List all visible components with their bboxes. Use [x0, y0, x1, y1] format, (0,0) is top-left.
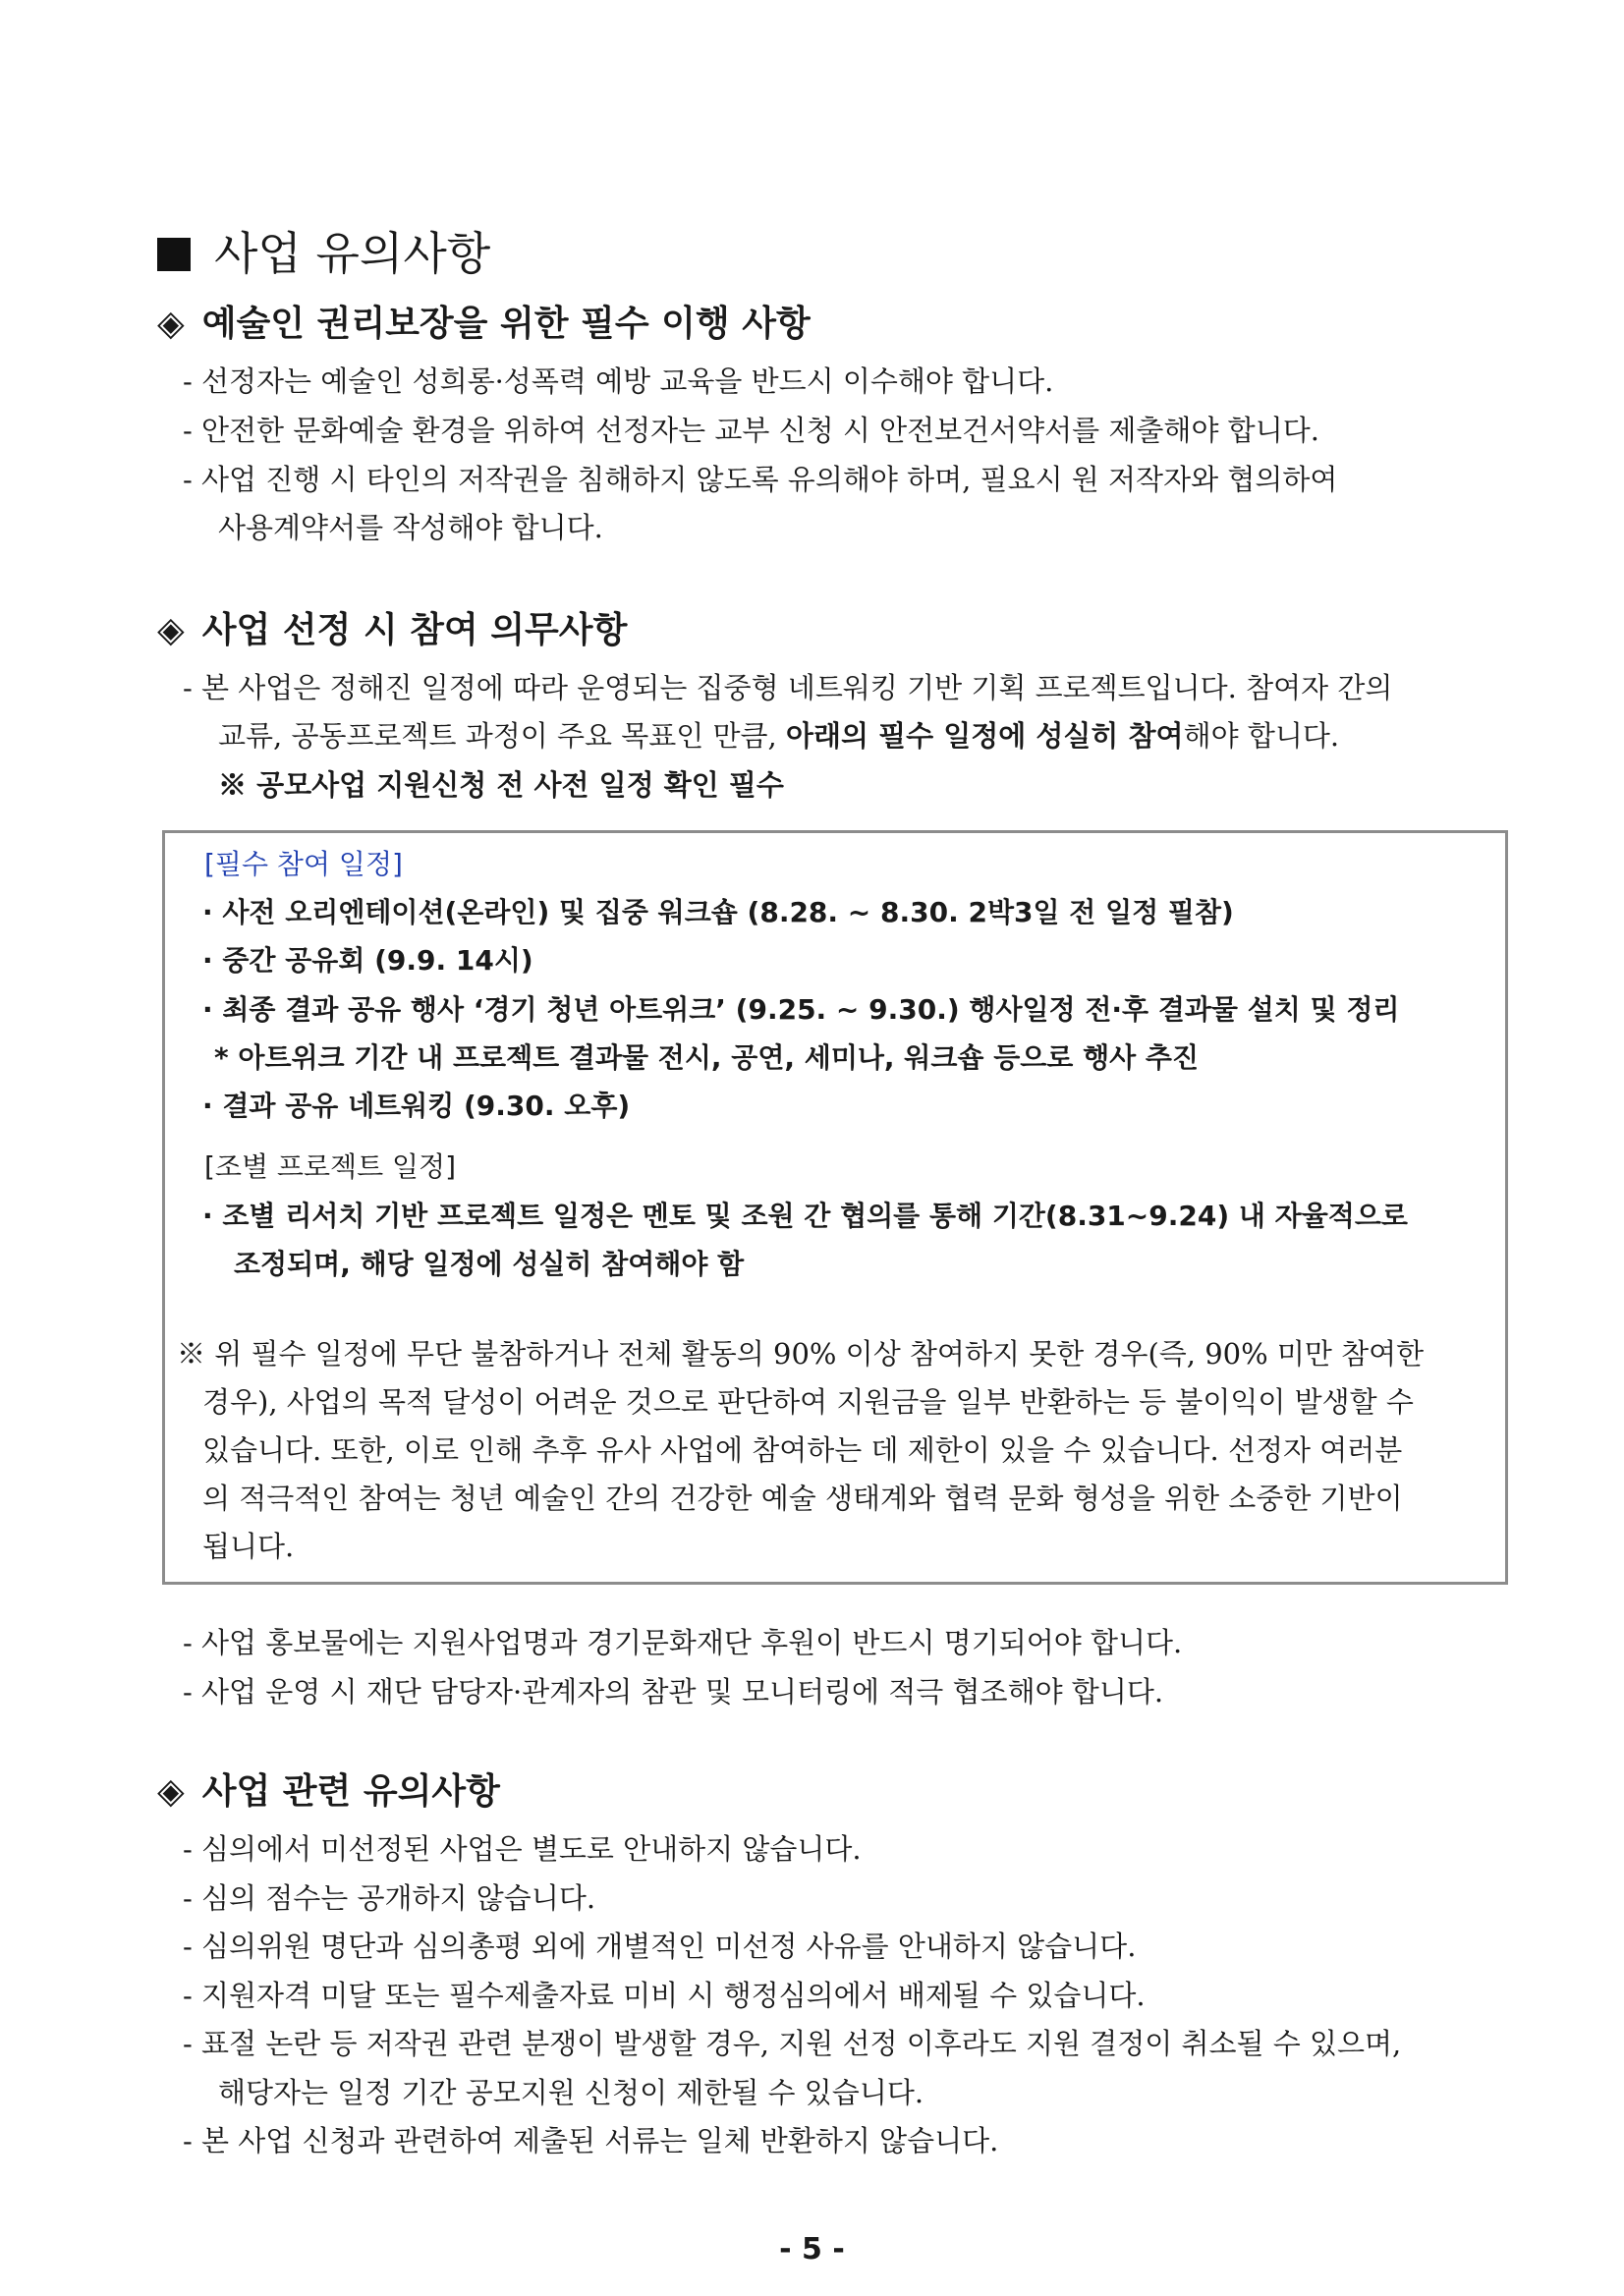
section2-intro-line [218, 716, 1339, 756]
section3-heading [157, 1768, 500, 1816]
required-schedule-item: · 결과 공유 네트워킹 (9.30. 오후) [202, 1090, 631, 1122]
required-schedule-item: · 최종 결과 공유 행사 ‘경기 청년 아트위크’ (9.25. ~ 9.30.) 행사일정 전·후 결과물 설치 및 정리 [202, 993, 1400, 1026]
section2-intro-line: - 본 사업은 정해진 일정에 따라 운영되는 집중형 네트워킹 기반 기획 프로젝트입니다. 참여자 간의 [183, 671, 1393, 704]
required-schedule-item: · 중간 공유회 (9.9. 14시) [202, 944, 533, 977]
section3-heading-text: 사업 관련 유의사항 [201, 1771, 500, 1812]
section2-heading-text: 사업 선정 시 참여 의무사항 [201, 610, 628, 650]
section2-heading [157, 607, 627, 654]
section2-after-item: - 사업 홍보물에는 지원사업명과 경기문화재단 후원이 반드시 명기되어야 합니다. [183, 1626, 1183, 1659]
group-schedule-item-continued: 조정되며, 해당 일정에 성실히 참여해야 함 [234, 1248, 745, 1280]
section3-item-continued: 해당자는 일정 기간 공모지원 신청이 제한될 수 있습니다. [218, 2076, 924, 2109]
penalty-note-line: 있습니다. 또한, 이로 인해 추후 유사 사업에 참여하는 데 제한이 있을 수 있습니다. 선정자 여러분 [202, 1433, 1403, 1467]
group-schedule-item: · 조별 리서치 기반 프로젝트 일정은 멘토 및 조원 간 협의를 통해 기간(8.31~9.24) 내 자율적으로 [202, 1200, 1408, 1232]
group-schedule-label: [조별 프로젝트 일정] [204, 1150, 457, 1183]
section2-after-item: - 사업 운영 시 재단 담당자·관계자의 참관 및 모니터링에 적극 협조해야 합니다. [183, 1675, 1164, 1708]
diamond-bullet-icon: ◈ [157, 1771, 185, 1812]
diamond-bullet-icon: ◈ [157, 304, 185, 344]
penalty-note-line: 경우), 사업의 목적 달성이 어려운 것으로 판단하여 지원금을 일부 반환하는 등 불이익이 발생할 수 [202, 1385, 1414, 1419]
required-schedule-item: · 사전 오리엔테이션(온라인) 및 집중 워크숍 (8.28. ~ 8.30. 2박3일 전 일정 필참) [202, 896, 1234, 928]
intro-plain-text: 교류, 공동프로젝트 과정이 주요 목표인 만큼, [218, 719, 786, 753]
penalty-note-line: 의 적극적인 참여는 청년 예술인 간의 건강한 예술 생태계와 협력 문화 형성을 위한 소중한 기반이 [202, 1482, 1403, 1515]
section3-item: - 지원자격 미달 또는 필수제출자료 미비 시 행정심의에서 배제될 수 있습니다. [183, 1979, 1146, 2012]
section3-item: - 표절 논란 등 저작권 관련 분쟁이 발생할 경우, 지원 선정 이후라도 지원 결정이 취소될 수 있으며, [183, 2027, 1402, 2060]
diamond-bullet-icon: ◈ [157, 610, 185, 650]
section3-item: - 심의위원 명단과 심의총평 외에 개별적인 미선정 사유를 안내하지 않습니다. [183, 1930, 1137, 1963]
schedule-check-note: ※ 공모사업 지원신청 전 사전 일정 확인 필수 [218, 768, 784, 802]
schedule-box [162, 830, 1508, 1585]
black-square-bullet-icon [157, 238, 191, 271]
section1-item-continued: 사용계약서를 작성해야 합니다. [218, 511, 603, 544]
section3-item: - 심의 점수는 공개하지 않습니다. [183, 1881, 596, 1915]
intro-tail-text: 해야 합니다. [1183, 719, 1340, 753]
section1-item: - 안전한 문화예술 환경을 위하여 선정자는 교부 신청 시 안전보건서약서를 제출해야 합니다. [183, 414, 1319, 447]
section1-heading-text: 예술인 권리보장을 위한 필수 이행 사항 [201, 304, 811, 344]
required-schedule-label: [필수 참여 일정] [204, 848, 403, 880]
page-title-text: 사업 유의사항 [214, 227, 491, 280]
penalty-note-line: ※ 위 필수 일정에 무단 불참하거나 전체 활동의 90% 이상 참여하지 못한 경우(즉, 90% 미만 참여한 [177, 1337, 1425, 1371]
section3-item: - 심의에서 미선정된 사업은 별도로 안내하지 않습니다. [183, 1832, 862, 1866]
section1-heading [157, 301, 811, 348]
penalty-note-line: 됩니다. [202, 1530, 295, 1563]
intro-bold-text: 아래의 필수 일정에 성실히 참여 [786, 719, 1184, 753]
section3-item: - 본 사업 신청과 관련하여 제출된 서류는 일체 반환하지 않습니다. [183, 2124, 999, 2157]
section1-item: - 사업 진행 시 타인의 저작권을 침해하지 않도록 유의해야 하며, 필요시 원 저작자와 협의하여 [183, 463, 1338, 496]
section1-item: - 선정자는 예술인 성희롱·성폭력 예방 교육을 반드시 이수해야 합니다. [183, 364, 1054, 398]
page-number: - 5 - [779, 2232, 845, 2267]
page-title [157, 224, 490, 283]
required-schedule-subnote: * 아트위크 기간 내 프로젝트 결과물 전시, 공연, 세미나, 워크숍 등으로 행사 추진 [214, 1041, 1200, 1074]
